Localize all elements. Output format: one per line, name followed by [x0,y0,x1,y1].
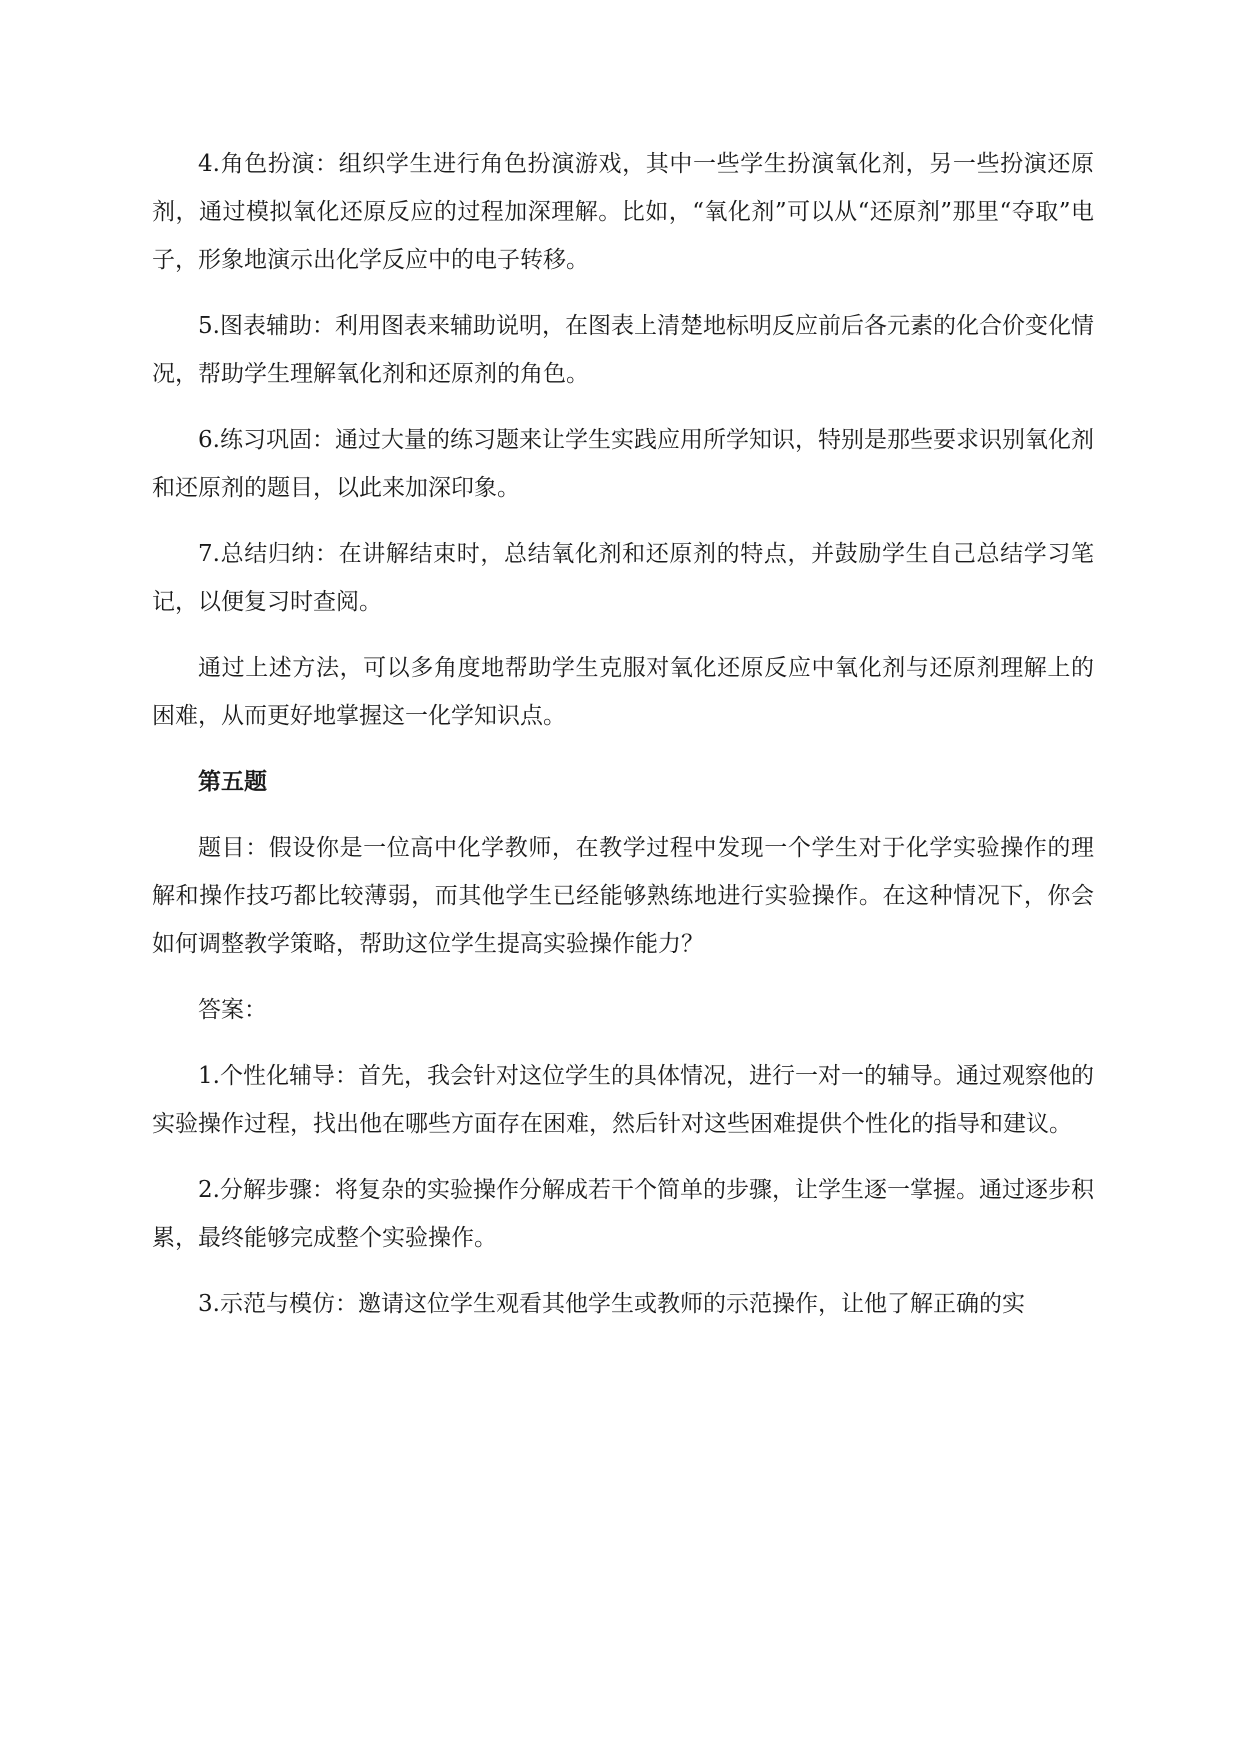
paragraph-chart-aid: 5.图表辅助：利用图表来辅助说明，在图表上清楚地标明反应前后各元素的化合价变化情况，帮助学生理解氧化剂和还原剂的角色。 [152,313,1094,387]
section-heading: 第五题 [198,769,267,795]
paragraph-question: 题目：假设你是一位高中化学教师，在教学过程中发现一个学生对于化学实验操作的理解和操作技巧都比较薄弱，而其他学生已经能够熟练地进行实验操作。在这种情况下，你会如何调整教学策略，帮助这位学生提高实验操作能力？ [152,835,1094,957]
paragraph-answer-label: 答案： [198,997,267,1023]
paragraph-conclusion: 通过上述方法，可以多角度地帮助学生克服对氧化还原反应中氧化剂与还原剂理解上的困难，从而更好地掌握这一化学知识点。 [152,655,1094,729]
paragraph-practice: 6.练习巩固：通过大量的练习题来让学生实践应用所学知识，特别是那些要求识别氧化剂和还原剂的题目，以此来加深印象。 [152,427,1094,501]
paragraph-summary: 7.总结归纳：在讲解结束时，总结氧化剂和还原剂的特点，并鼓励学生自己总结学习笔记，以便复习时查阅。 [152,541,1094,615]
document-body [152,140,1094,1346]
paragraph-demonstration: 3.示范与模仿：邀请这位学生观看其他学生或教师的示范操作，让他了解正确的实 [198,1291,1025,1317]
paragraph-individual-tutoring: 1.个性化辅导：首先，我会针对这位学生的具体情况，进行一对一的辅导。通过观察他的实验操作过程，找出他在哪些方面存在困难，然后针对这些困难提供个性化的指导和建议。 [152,1063,1094,1137]
paragraph-role-play: 4.角色扮演：组织学生进行角色扮演游戏，其中一些学生扮演氧化剂，另一些扮演还原剂，通过模拟氧化还原反应的过程加深理解。比如，“氧化剂”可以从“还原剂”那里“夺取”电子，形象地演示出化学反应中的电子转移。 [152,151,1094,273]
paragraph-break-down-steps: 2.分解步骤：将复杂的实验操作分解成若干个简单的步骤，让学生逐一掌握。通过逐步积累，最终能够完成整个实验操作。 [152,1177,1094,1251]
